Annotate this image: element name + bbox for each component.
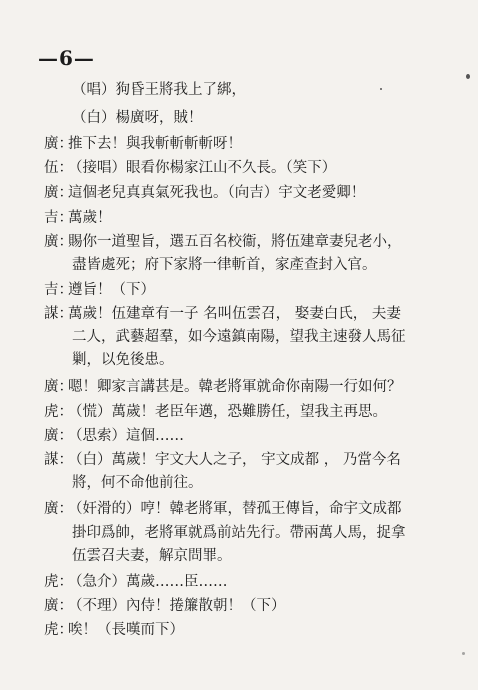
speaker-label: 謀： (44, 452, 73, 468)
line-text: （思索）這個…… (68, 428, 184, 444)
line-text: （白）萬歲！宇文大人之子， 宇文成都 ， 乃當今名 (68, 452, 401, 468)
dialogue-line (72, 546, 232, 566)
line-text: （不理）內侍！捲簾散朝！（下） (68, 598, 286, 614)
line-text: 二人，武藝超羣，如今遠鎮南陽，望我主速發人馬征 (72, 329, 406, 345)
speaker-label: 廣： (44, 428, 73, 444)
dialogue-line (44, 134, 242, 154)
speaker-label: 伍： (44, 160, 73, 176)
line-text: 伍雲召夫妻，解京問罪。 (72, 548, 232, 564)
line-text: 將，何不命他前往。 (72, 475, 203, 491)
dialogue-line (44, 280, 155, 300)
line-text: 嗯！卿家言講甚是。韓老將軍就命你南陽一行如何？ (68, 379, 402, 395)
dialogue-line (72, 327, 406, 347)
dialogue-line (44, 304, 401, 324)
dialogue-line (72, 80, 246, 100)
speaker-label: 虎： (44, 622, 73, 638)
dialogue-line (72, 473, 203, 493)
dialogue-line (44, 158, 336, 178)
dialogue-line (44, 426, 184, 446)
dialogue-line (44, 620, 184, 640)
speaker-label: 吉： (44, 210, 73, 226)
speaker-label: 虎： (44, 404, 73, 420)
line-text: 盡皆處死；府下家將一律斬首，家產查封入官。 (72, 257, 377, 273)
line-text: 遵旨！（下） (68, 282, 155, 298)
line-text: （唱）狗昏王將我上了綁， (72, 82, 246, 98)
line-text: （急介）萬歲……臣…… (68, 574, 228, 590)
speaker-label: 虎： (44, 574, 73, 590)
dialogue-line (72, 350, 174, 370)
ink-speck (466, 74, 470, 79)
speaker-label: 廣： (44, 598, 73, 614)
line-text: 唉！（長嘆而下） (68, 622, 184, 638)
ink-speck (380, 88, 382, 90)
dialogue-line (72, 108, 203, 128)
dialogue-line (72, 523, 406, 543)
dialogue-line (44, 183, 365, 203)
speaker-label: 廣： (44, 136, 73, 152)
dialogue-line (44, 499, 402, 519)
line-text: 賜你一道聖旨，選五百名校衞，將伍建章妻兒老小， (68, 234, 402, 250)
dialogue-line (72, 255, 377, 275)
dialogue-line (44, 232, 402, 252)
dialogue-line (44, 377, 402, 397)
ink-speck (462, 652, 465, 655)
line-text: （奸滑的）哼！韓老將軍，替孤王傳旨，命宇文成都 (68, 501, 402, 517)
speaker-label: 謀： (44, 306, 73, 322)
speaker-label: 廣： (44, 185, 73, 201)
dialogue-line (44, 572, 228, 592)
dialogue-line (44, 208, 112, 228)
speaker-label: 廣： (44, 379, 73, 395)
line-text: （白）楊廣呀，賊！ (72, 110, 203, 126)
dialogue-line (44, 450, 401, 470)
line-text: （接唱）眼看你楊家江山不久長。（笑下） (68, 160, 337, 176)
page-number: —6— (38, 46, 95, 70)
line-text: 萬歲！伍建章有一子 名叫伍雲召， 娶妻白氏， 夫妻 (68, 306, 401, 322)
speaker-label: 廣： (44, 501, 73, 517)
speaker-label: 吉： (44, 282, 73, 298)
line-text: 萬歲！ (68, 210, 112, 226)
line-text: 推下去！與我斬斬斬斬呀！ (68, 136, 242, 152)
dialogue-line (44, 596, 286, 616)
line-text: 這個老兒真真氣死我也。（向吉）宇文老愛卿！ (68, 185, 366, 201)
line-text: （慌）萬歲！老臣年邁，恐難勝任，望我主再思。 (68, 404, 387, 420)
line-text: 剿，以免後患。 (72, 352, 174, 368)
dialogue-line (44, 402, 387, 422)
speaker-label: 廣： (44, 234, 73, 250)
line-text: 掛印爲帥，老將軍就爲前站先行。帶兩萬人馬，捉拿 (72, 525, 406, 541)
